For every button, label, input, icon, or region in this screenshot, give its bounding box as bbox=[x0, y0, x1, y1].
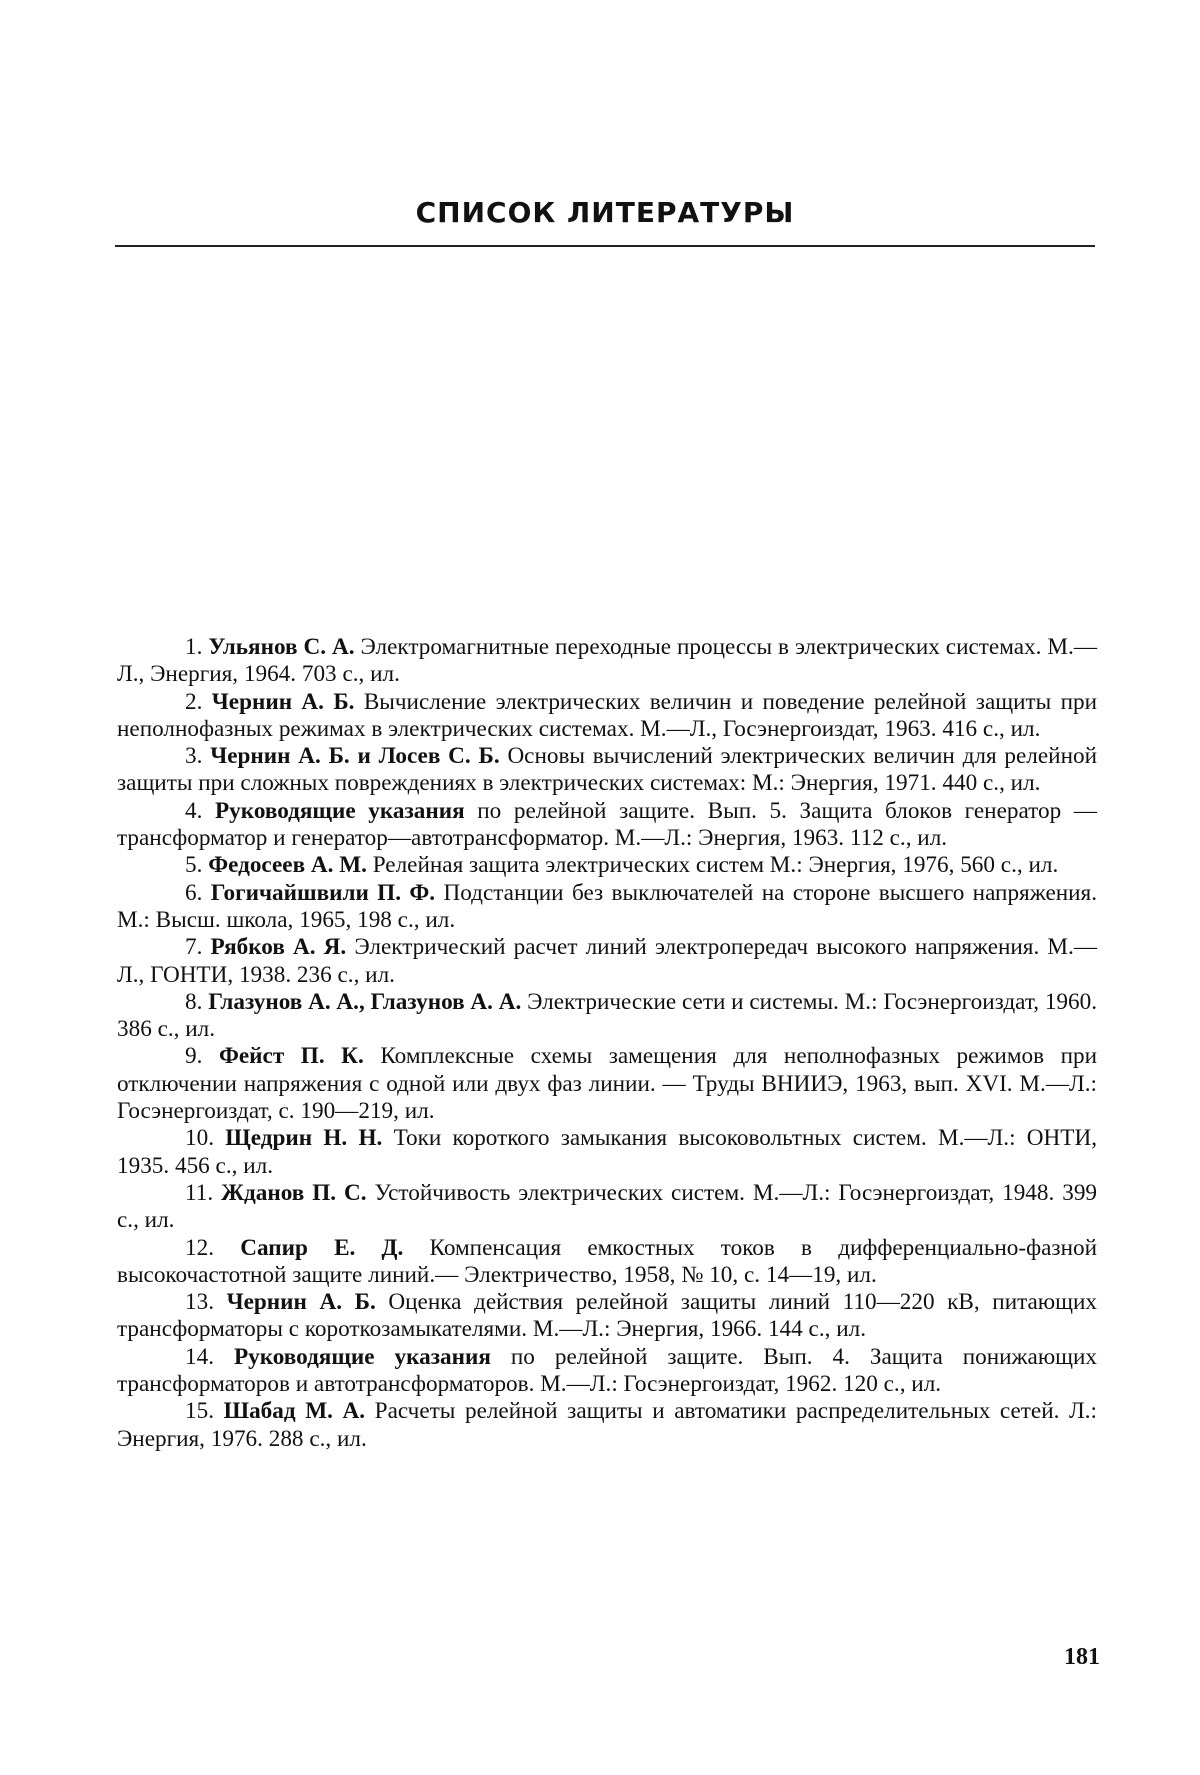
reference-number: 1. bbox=[185, 634, 203, 660]
reference-text: Компенсация емкостных токов в дифференциально-фазной высокочастотной защите линий.— Электричество, 1958, № 10, с. 14—19, ил. bbox=[117, 1234, 1097, 1288]
reference-item bbox=[117, 798, 1097, 853]
title-divider bbox=[115, 245, 1095, 247]
reference-author: Жданов П. С. bbox=[221, 1179, 367, 1206]
reference-number: 10. bbox=[185, 1125, 214, 1152]
reference-author: Шабад М. А. bbox=[223, 1398, 366, 1425]
reference-text: Оценка действия релейной защиты линий 110—220 кВ, питающих трансформаторы с короткозамыкателями. М.—Л.: Энергия, 1966. 144 с., ил. bbox=[117, 1289, 1097, 1343]
reference-number: 11. bbox=[185, 1179, 214, 1206]
reference-item bbox=[117, 1235, 1097, 1290]
page-title: СПИСОК ЛИТЕРАТУРЫ bbox=[415, 196, 795, 229]
reference-text: Релейная защита электрических систем М.: Энергия, 1976, 560 с., ил. bbox=[372, 852, 1059, 879]
reference-author: Глазунов А. А., Глазунов А. А. bbox=[208, 988, 522, 1015]
reference-item bbox=[117, 1125, 1097, 1180]
reference-item bbox=[117, 1289, 1097, 1344]
reference-text: по релейной защите. Вып. 4. Защита понижающих трансформаторов и автотрансформаторов. М.—Л.: Госэнергоиздат, 1962. 120 с., ил. bbox=[117, 1343, 1098, 1398]
reference-author: Руководящие указания bbox=[215, 797, 465, 824]
reference-author: Фейст П. К. bbox=[218, 1043, 364, 1070]
reference-number: 3. bbox=[185, 743, 203, 770]
reference-text: Вычисление электрических величин и поведение релейной защиты при неполнофазных режимах в электрических системах. М.—Л., Госэнергоиздат, 1963. 416 с., ил. bbox=[117, 688, 1097, 742]
reference-item bbox=[117, 634, 1097, 689]
reference-author: Руководящие указания bbox=[233, 1343, 491, 1370]
reference-item bbox=[117, 689, 1097, 744]
reference-author: Чернин А. Б. bbox=[226, 1289, 376, 1316]
reference-author: Федосеев А. М. bbox=[208, 852, 367, 879]
reference-author: Рябков А. Я. bbox=[210, 934, 347, 961]
reference-text: Расчеты релейной защиты и автоматики распределительных сетей. Л.: Энергия, 1976. 288 с., ил. bbox=[117, 1398, 1097, 1452]
reference-number: 15. bbox=[185, 1398, 214, 1425]
reference-item bbox=[117, 1180, 1097, 1235]
reference-item bbox=[117, 852, 1097, 879]
reference-author: Сапир Е. Д. bbox=[240, 1234, 404, 1261]
reference-number: 9. bbox=[185, 1043, 203, 1070]
reference-text: Токи короткого замыкания высоковольтных систем. М.—Л.: ОНТИ, 1935. 456 с., ил. bbox=[117, 1125, 1097, 1179]
reference-text: по релейной защите. Вып. 5. Защита блоков генератор — трансформатор и генератор—автотрансформатор. М.—Л.: Энергия, 1963. 112 с., ил. bbox=[117, 797, 1097, 852]
reference-author: Чернин А. Б. bbox=[211, 688, 355, 715]
reference-text: Электрические сети и системы. М.: Госэнергоиздат, 1960. 386 с., ил. bbox=[117, 988, 1098, 1043]
reference-text: Электромагнитные переходные процессы в электрических системах. М.—Л., Энергия, 1964. 703 с., ил. bbox=[117, 634, 1098, 688]
reference-item bbox=[117, 880, 1097, 935]
reference-author: Ульянов С. А. bbox=[208, 634, 355, 660]
reference-item bbox=[117, 1344, 1097, 1399]
reference-item bbox=[117, 1043, 1097, 1125]
page-number: 181 bbox=[1064, 1644, 1100, 1670]
reference-text: Комплексные схемы замещения для неполнофазных режимов при отключении напряжения с одной или двух фаз линии. — Труды ВНИИЭ, 1963, вып. XVI. М.—Л.: Госэнергоиздат, с. 190—219, ил. bbox=[117, 1043, 1098, 1125]
reference-number: 5. bbox=[185, 852, 203, 879]
reference-number: 8. bbox=[185, 988, 203, 1015]
reference-author: Чернин А. Б. и Лосев С. Б. bbox=[210, 743, 500, 770]
reference-item bbox=[117, 934, 1097, 989]
reference-text: Подстанции без выключателей на стороне высшего напряжения. М.: Высш. школа, 1965, 198 с., ил. bbox=[117, 879, 1098, 933]
reference-item bbox=[117, 743, 1097, 798]
reference-text: Электрический расчет линий электропередач высокого напряжения. М.—Л., ГОНТИ, 1938. 236 с., ил. bbox=[117, 934, 1098, 988]
reference-author: Гогичайшвили П. Ф. bbox=[210, 879, 436, 906]
reference-item bbox=[117, 1398, 1097, 1453]
reference-number: 2. bbox=[185, 688, 203, 715]
reference-number: 12. bbox=[185, 1234, 214, 1261]
reference-number: 14. bbox=[185, 1343, 214, 1370]
reference-number: 7. bbox=[185, 934, 203, 961]
reference-text: Устойчивость электрических систем. М.—Л.: Госэнергоиздат, 1948. 399 с., ил. bbox=[117, 1179, 1098, 1234]
reference-item bbox=[117, 989, 1097, 1044]
reference-number: 13. bbox=[185, 1289, 214, 1316]
reference-number: 4. bbox=[185, 797, 203, 824]
reference-list bbox=[117, 634, 1097, 1453]
reference-text: Основы вычислений электрических величин для релейной защиты при сложных повреждениях в электрических системах: М.: Энергия, 1971. 440 с., ил. bbox=[117, 743, 1097, 797]
reference-number: 6. bbox=[185, 879, 203, 906]
reference-author: Щедрин Н. Н. bbox=[225, 1125, 383, 1152]
